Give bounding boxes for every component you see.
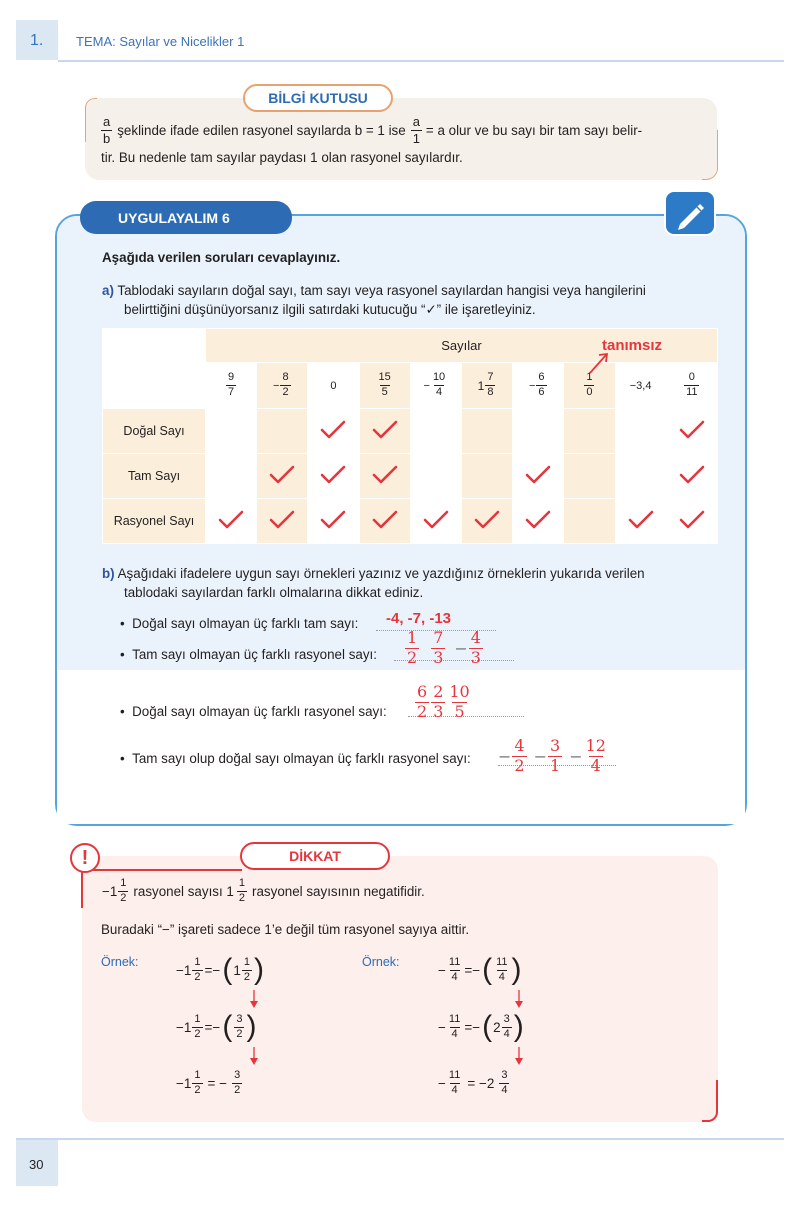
info-text-1: şeklinde ifade edilen rasyonel sayılarda b = 1 ise [117, 122, 406, 138]
table-number-cell: 1 $\frac{7}{8}$ [461, 363, 512, 409]
example-2-row-2: − $\frac{11}{4}$ =− ( 2 $\frac{3}{4}$ ) [438, 1010, 524, 1043]
down-arrow-icon [513, 1047, 525, 1067]
table-row [103, 409, 718, 454]
table-row-label: Tam Sayı [103, 454, 206, 499]
table-fraction: $\frac{0}{11}$ [686, 371, 698, 398]
answer-2: $\frac{1}{2}$ $\frac{7}{3}$ − $\frac{4}{3}$ [407, 628, 481, 667]
unit-title: TEMA: Sayılar ve Nicelikler 1 [76, 34, 245, 49]
question-a-line-2: belirttiğini düşünüyorsanız ilgili satırdaki kutucuğu “✓” ile işaretleyiniz. [124, 302, 536, 317]
table-check-cell[interactable] [564, 409, 615, 454]
info-box-label: BİLGİ KUTUSU [243, 84, 393, 112]
table-check-cell[interactable] [308, 454, 359, 499]
exercise-gap [57, 670, 745, 824]
check-mark-icon [423, 510, 449, 530]
fraction-a-over-b: $\frac{a}{b}$ [103, 114, 111, 146]
check-mark-icon [269, 465, 295, 485]
down-arrow-icon [248, 990, 260, 1010]
info-box-line-1 [100, 115, 705, 145]
bullet-item-1: • Doğal sayı olmayan üç farklı tam sayı: [120, 616, 359, 631]
check-mark-icon [372, 420, 398, 440]
question-b-label: b) [102, 566, 115, 581]
answer-3-fraction-1: $\frac{6}{2}$ [417, 682, 428, 721]
half-fraction-2: $\frac{1}{2}$ [238, 877, 246, 904]
table-check-cell[interactable] [461, 454, 512, 499]
annotation-arrow-icon [586, 349, 616, 377]
table-check-cell[interactable] [615, 409, 666, 454]
attention-line-1: −1 $\frac{1}{2}$ rasyonel sayısı 1 $\frac{1}{2}$ rasyonel sayısının negatifidir. [102, 877, 425, 904]
table-number-cell: −3,4 [615, 363, 666, 409]
table-check-cell[interactable] [410, 499, 461, 544]
attention-left-line [81, 868, 83, 908]
answer-4-fraction-3: $\frac{12}{4}$ [585, 736, 606, 775]
answer-2-fraction-1: $\frac{1}{2}$ [407, 628, 418, 667]
attention-line-2: Buradaki “−” işareti sadece 1’e değil tüm rasyonel sayıya aittir. [101, 922, 470, 937]
table-number-cell: − $\frac{8}{2}$ [257, 363, 308, 409]
table-row-label: Rasyonel Sayı [103, 499, 206, 544]
check-mark-icon [218, 510, 244, 530]
table-check-cell[interactable] [308, 409, 359, 454]
answer-4: − $\frac{4}{2}$ − $\frac{3}{1}$ − $\frac{12}{4}$ [498, 736, 606, 775]
table-corner [103, 329, 206, 363]
table-check-cell[interactable] [564, 499, 615, 544]
question-b-text: Aşağıdaki ifadelere uygun sayı örnekleri yazınız ve yazdığınız örneklerin yukarıda verilen [117, 566, 645, 581]
exercise-frame-left-segment [55, 690, 57, 726]
check-mark-icon [372, 465, 398, 485]
down-arrow-icon [513, 990, 525, 1010]
table-check-cell[interactable] [308, 499, 359, 544]
table-fraction: $\frac{1}{0}$ [586, 371, 593, 398]
table-number-cell: − $\frac{6}{6}$ [513, 363, 564, 409]
table-number-cell [359, 363, 410, 409]
footer-divider [16, 1138, 784, 1140]
table-check-cell[interactable] [410, 454, 461, 499]
table-check-cell[interactable] [666, 499, 717, 544]
table-fraction: $\frac{8}{2}$ [282, 371, 289, 398]
example-1-row-1: −1 $\frac{1}{2}$ =− ( 1 $\frac{1}{2}$ ) [176, 953, 264, 986]
check-mark-icon [269, 510, 295, 530]
answer-2-fraction-3: $\frac{4}{3}$ [470, 628, 481, 667]
example-1-row-3: −1 $\frac{1}{2}$ = − $\frac{3}{2}$ [176, 1069, 241, 1096]
example-label-1: Örnek: [101, 955, 139, 969]
answer-1: -4, -7, -13 [386, 610, 452, 627]
bullet-item-2: • Tam sayı olmayan üç farklı rasyonel sayı: [120, 647, 377, 662]
info-box-bracket-left [85, 98, 97, 142]
info-text-2: = a olur ve bu sayı bir tam sayı belir- [425, 122, 643, 138]
table-check-cell[interactable] [206, 409, 257, 454]
table-check-cell[interactable] [666, 454, 717, 499]
table-check-cell[interactable] [359, 499, 410, 544]
table-fraction: $\frac{15}{5}$ [378, 371, 391, 398]
question-b-line-2: tablodaki sayılardan farklı olmalarına dikkat ediniz. [124, 585, 424, 600]
answer-2-fraction-2: $\frac{7}{3}$ [433, 628, 444, 667]
check-mark-icon [679, 420, 705, 440]
check-mark-icon [320, 510, 346, 530]
answer-3-fraction-2: $\frac{2}{3}$ [433, 682, 444, 721]
check-mark-icon [474, 510, 500, 530]
example-1-row-2: −1 $\frac{1}{2}$ =− ( $\frac{3}{2}$ ) [176, 1010, 257, 1043]
answer-3-fraction-3: $\frac{10}{5}$ [449, 682, 470, 721]
check-mark-icon [628, 510, 654, 530]
check-mark-icon [320, 465, 346, 485]
table-check-cell[interactable] [461, 499, 512, 544]
half-fraction: $\frac{1}{2}$ [120, 877, 127, 904]
check-mark-icon [372, 510, 398, 530]
bullet-item-3: • Doğal sayı olmayan üç farklı rasyonel sayı: [120, 704, 387, 719]
exercise-frame-left-segment-2 [55, 744, 57, 780]
table-fraction: $\frac{7}{8}$ [487, 371, 494, 398]
table-check-cell[interactable] [666, 409, 717, 454]
number-table [102, 328, 718, 544]
table-check-cell[interactable] [206, 454, 257, 499]
example-label-2: Örnek: [362, 955, 400, 969]
table-check-cell[interactable] [410, 409, 461, 454]
table-numbers-row [103, 363, 718, 409]
answer-4-fraction-2: $\frac{3}{1}$ [550, 736, 561, 775]
table-check-cell[interactable] [359, 409, 410, 454]
table-header: Sayılar [206, 329, 718, 363]
example-2-row-1: − $\frac{11}{4}$ =− ( $\frac{11}{4}$ ) [438, 953, 522, 986]
table-check-cell[interactable] [257, 499, 308, 544]
question-a-line-1 [102, 280, 718, 302]
check-mark-icon [525, 465, 551, 485]
check-mark-icon [320, 420, 346, 440]
pencil-icon [664, 190, 716, 236]
table-check-cell[interactable] [615, 454, 666, 499]
exercise-frame-right-segment [745, 690, 747, 726]
header-divider [58, 60, 784, 62]
check-mark-icon [679, 465, 705, 485]
table-check-cell[interactable] [615, 499, 666, 544]
table-check-cell[interactable] [513, 454, 564, 499]
answer-3 [414, 684, 473, 721]
table-check-cell[interactable] [513, 499, 564, 544]
info-box-line-2: tir. Bu nedenle tam sayılar paydası 1 olan rasyonel sayılardır. [101, 150, 463, 165]
table-number-cell [666, 363, 717, 409]
question-a-label: a) [102, 283, 114, 298]
table-check-cell[interactable] [257, 454, 308, 499]
table-fraction: $\frac{6}{6}$ [538, 371, 545, 398]
table-check-cell[interactable] [206, 499, 257, 544]
table-corner-2 [103, 363, 206, 409]
table-check-cell[interactable] [461, 409, 512, 454]
table-row [103, 499, 718, 544]
question-b-line-1 [102, 563, 718, 585]
table-number-cell [206, 363, 257, 409]
table-check-cell[interactable] [359, 454, 410, 499]
attention-label: DİKKAT [240, 842, 390, 870]
table-number-cell: − $\frac{10}{4}$ [410, 363, 461, 409]
table-check-cell[interactable] [257, 409, 308, 454]
table-fraction: $\frac{9}{7}$ [228, 371, 235, 398]
attention-bracket-right [702, 1080, 718, 1122]
exercise-frame-right-segment-2 [745, 744, 747, 780]
page-number: 30 [16, 1140, 58, 1186]
down-arrow-icon [248, 1047, 260, 1067]
unit-number: 1. [16, 20, 58, 60]
table-fraction: $\frac{10}{4}$ [432, 371, 446, 398]
table-row-label: Doğal Sayı [103, 409, 206, 454]
table-check-cell[interactable] [513, 409, 564, 454]
fraction-a-over-1: $\frac{a}{1}$ [412, 114, 420, 146]
table-check-cell[interactable] [564, 454, 615, 499]
example-2-row-3: − $\frac{11}{4}$ = −2 $\frac{3}{4}$ [438, 1069, 508, 1096]
check-mark-icon [525, 510, 551, 530]
question-a-text: Tablodaki sayıların doğal sayı, tam sayı veya rasyonel sayılardan hangisi veya hangilerini [117, 283, 646, 298]
table-number-cell: 0 [308, 363, 359, 409]
exclamation-icon: ! [70, 843, 100, 873]
attention-top-line [82, 869, 242, 871]
exercise-label: UYGULAYALIM 6 [80, 201, 292, 234]
exercise-instruction: Aşağıda verilen soruları cevaplayınız. [102, 250, 341, 265]
table-row [103, 454, 718, 499]
check-mark-icon [679, 510, 705, 530]
annotation-undefined: tanımsız [602, 337, 663, 354]
answer-4-fraction-1: $\frac{4}{2}$ [514, 736, 525, 775]
bullet-item-4: • Tam sayı olup doğal sayı olmayan üç farklı rasyonel sayı: [120, 751, 471, 766]
